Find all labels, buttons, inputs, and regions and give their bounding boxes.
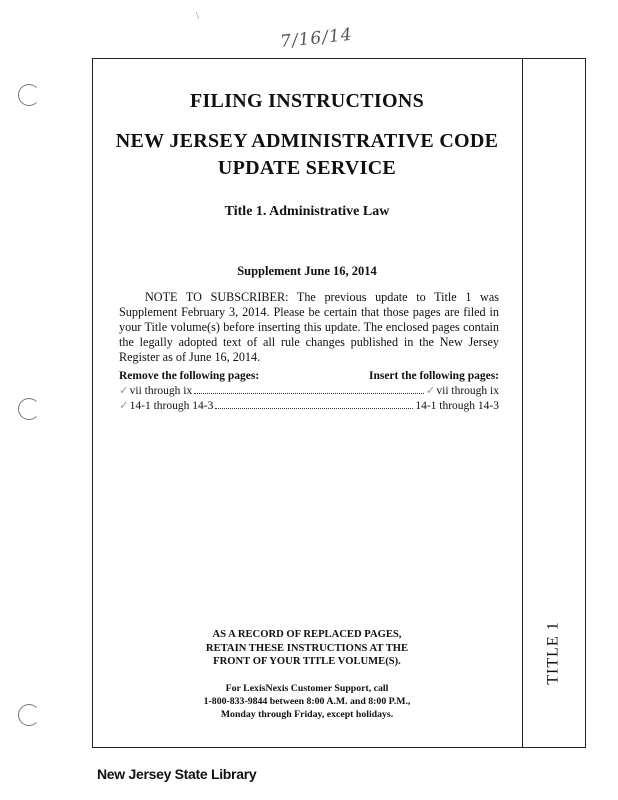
support-line-3: Monday through Friday, except holidays. <box>220 709 394 720</box>
check-mark-icon: ✓ <box>119 385 129 397</box>
remove-pages: vii through ix <box>129 385 193 397</box>
record-notice-line-2: RETAIN THESE INSTRUCTIONS AT THE <box>205 642 409 654</box>
supplement-date: Supplement June 16, 2014 <box>237 264 377 278</box>
punch-hole-top <box>18 84 40 106</box>
handwritten-date: 7/16/14 <box>279 24 354 53</box>
page-row <box>119 383 499 397</box>
support-line-2: 1-800-833-9844 between 8:00 A.M. and 8:00 P.M., <box>203 696 411 707</box>
customer-support <box>92 682 522 721</box>
record-notice <box>92 628 522 669</box>
page-replacement-list <box>119 370 499 412</box>
code-title-line-2: UPDATE SERVICE <box>217 157 397 179</box>
insert-pages-header: Insert the following pages: <box>368 370 499 382</box>
title-name: Title 1. Administrative Law <box>224 204 390 219</box>
punch-hole-bottom <box>18 704 40 726</box>
filing-instructions-heading: FILING INSTRUCTIONS <box>189 90 425 112</box>
insert-pages: vii through ix <box>436 385 499 397</box>
support-line-1: For LexisNexis Customer Support, call <box>225 683 389 694</box>
remove-pages: 14-1 through 14-3 <box>129 400 214 412</box>
remove-pages-header: Remove the following pages: <box>119 370 260 382</box>
insert-pages: 14-1 through 14-3 <box>415 400 499 412</box>
record-notice-line-1: AS A RECORD OF REPLACED PAGES, <box>212 629 402 640</box>
page-row <box>119 398 499 412</box>
check-mark-icon: ✓ <box>425 385 436 397</box>
code-title <box>92 128 522 182</box>
title-tab-label: TITLE 1 <box>545 621 563 685</box>
page-list-header <box>119 370 499 382</box>
code-title-line-1: NEW JERSEY ADMINISTRATIVE CODE <box>115 130 499 152</box>
dot-leader <box>194 393 423 394</box>
check-mark-icon: ✓ <box>119 400 129 412</box>
dot-leader <box>215 408 413 409</box>
subscriber-note: NOTE TO SUBSCRIBER: The previous update to Title 1 was Supplement February 3, 2014. Please be certain that those pages are filed in your Title volume(s) before inserting this update. The enclosed pages contain the legally adopted text of all rule changes published in the New Jersey Register as of June 16, 2014. <box>119 290 499 364</box>
record-notice-line-3: FRONT OF YOUR TITLE VOLUME(S). <box>213 656 401 667</box>
library-stamp: New Jersey State Library <box>97 766 257 782</box>
punch-hole-middle <box>18 398 40 420</box>
pencil-tick-mark: \ <box>196 10 200 22</box>
tab-divider <box>522 58 523 748</box>
title-tab <box>532 618 576 688</box>
